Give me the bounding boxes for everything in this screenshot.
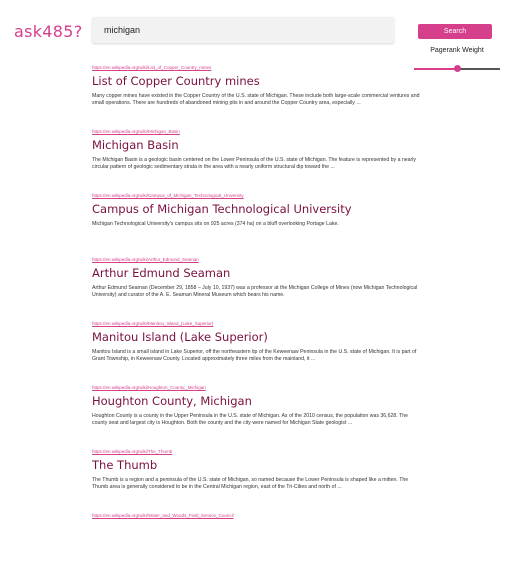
- result-title: Arthur Edmund Seaman: [92, 266, 231, 280]
- result-title: Houghton County, Michigan: [92, 394, 252, 408]
- result-snippet: Manitou Island is a small island in Lake Superior, off the northeastern tip of the Keweenaw Peninsula in the U.S. state of Michigan. It is part of Grant Township, in Keweenaw County. Located approximately three miles from the mainland, it ...: [92, 349, 417, 362]
- result-title: The Thumb: [92, 458, 158, 472]
- result-title: List of Copper Country mines: [92, 74, 260, 88]
- result-url[interactable]: https://en.wikipedia.org/wiki/The_Thumb: [92, 449, 173, 454]
- result-item: [92, 126, 422, 190]
- result-url[interactable]: https://en.wikipedia.org/wiki/Arthur_Edmund_Seaman: [92, 257, 199, 262]
- result-snippet: The Michigan Basin is a geologic basin centered on the Lower Peninsula of the U.S. state of Michigan. The feature is represented by a nearly circular pattern of geologic sedimentary strata in the area with a nearly uniform structural dip toward the ...: [92, 157, 417, 170]
- result-snippet: Michigan Technological University's campus sits on 925 acres (374 ha) on a bluff overlooking Portage Lake.: [92, 221, 339, 227]
- result-snippet: Many copper mines have existed in the Copper Country of the U.S. state of Michigan. These include both large-scale commercial ventures and small operations. There are hundreds of abandoned mining pits in and around the Copper Country area, especially ...: [92, 93, 420, 106]
- result-item: [92, 190, 422, 254]
- result-item: [92, 382, 422, 446]
- search-box[interactable]: [92, 17, 394, 43]
- result-item: [92, 254, 422, 318]
- result-title: Manitou Island (Lake Superior): [92, 330, 268, 344]
- result-url[interactable]: https://en.wikipedia.org/wiki/Campus_of_Michigan_Technological_University: [92, 193, 244, 198]
- results-list: [92, 62, 422, 574]
- slider-thumb[interactable]: [454, 65, 461, 72]
- result-url[interactable]: https://en.wikipedia.org/wiki/List_of_Copper_Country_mines: [92, 65, 212, 70]
- result-snippet: Houghton County is a county in the Upper Peninsula in the U.S. state of Michigan. As of the 2010 census, the population was 36,628. The county seat and largest city is Houghton. Both the county and the city were named for Michigan State geologist ...: [92, 413, 408, 426]
- result-item: [92, 510, 422, 574]
- result-snippet: Arthur Edmund Seaman (December 29, 1858 – July 10, 1937) was a professor at the Michigan College of Mines (now Michigan Technological University) and curator of the A. E. Seaman Mineral Museum which bears his name.: [92, 285, 418, 298]
- result-item: [92, 318, 422, 382]
- result-title: Campus of Michigan Technological University: [92, 202, 352, 216]
- result-url[interactable]: https://en.wikipedia.org/wiki/Houghton_County,_Michigan: [92, 385, 206, 390]
- search-button[interactable]: Search: [418, 24, 492, 39]
- pagerank-weight-slider[interactable]: [414, 63, 500, 75]
- result-title: Michigan Basin: [92, 138, 179, 152]
- search-input[interactable]: [92, 17, 394, 43]
- result-snippet: The Thumb is a region and a peninsula of the U.S. state of Michigan, so named because the Lower Peninsula is shaped like a mitten. The Thumb area is generally considered to be in the Central Michigan region, east of the Tri-Cities and north of ...: [92, 477, 409, 490]
- result-url[interactable]: https://en.wikipedia.org/wiki/Water_and_Woods_Field_Service_Council: [92, 513, 234, 518]
- result-item: [92, 446, 422, 510]
- result-url[interactable]: https://en.wikipedia.org/wiki/Manitou_Island_(Lake_Superior): [92, 321, 214, 326]
- result-item: [92, 62, 422, 126]
- site-logo[interactable]: ask485?: [14, 22, 83, 41]
- pagerank-weight-label: Pagerank Weight: [430, 47, 484, 54]
- result-url[interactable]: https://en.wikipedia.org/wiki/Michigan_Basin: [92, 129, 180, 134]
